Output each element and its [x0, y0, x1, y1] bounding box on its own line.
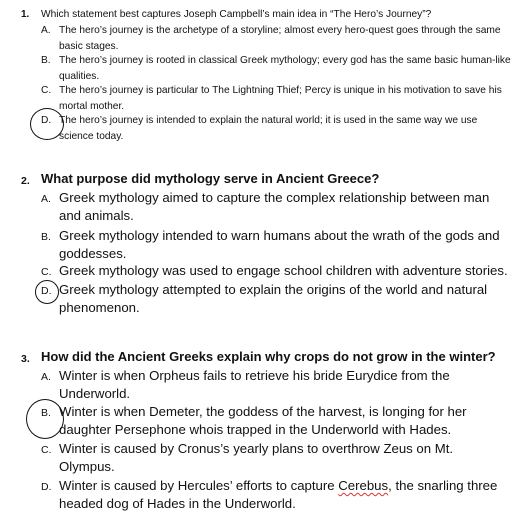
option-line-1: Winter is when Demeter, the goddess of the harvest, is longing for her [59, 404, 467, 419]
option-line-1: The hero’s journey is rooted in classical Greek mythology; every god has the same basic human-like [59, 55, 511, 66]
spellcheck-word: Cerebus [338, 478, 389, 493]
answer-circle [26, 399, 64, 439]
option-line-1: Greek mythology was used to engage school children with adventure stories. [59, 263, 508, 278]
option-letter: A. [41, 25, 51, 36]
option-line-1: Greek mythology intended to warn humans about the wrath of the gods and [59, 228, 500, 243]
option-line-2: Underworld. [59, 386, 131, 401]
option-line-1-start: Winter is caused by Hercules’ efforts to capture [59, 478, 339, 493]
option-line-2: goddesses. [59, 246, 127, 261]
option-line-1: Winter is caused by Cronus’s yearly plans to overthrow Zeus on Mt. [59, 441, 454, 456]
option-line-2: mortal mother. [59, 100, 125, 112]
option-line-2: Olympus. [59, 459, 115, 474]
option-letter: A. [41, 193, 51, 205]
option-letter: B. [41, 55, 51, 66]
option-line-1: The hero’s journey is particular to The Lightning Thief; Percy is unique in his motivation to save his [59, 85, 502, 96]
option-line-1: Greek mythology aimed to capture the complex relationship between man [59, 190, 490, 205]
question-text: How did the Ancient Greeks explain why crops do not grow in the winter? [41, 349, 496, 364]
option-line-1: The hero’s journey is intended to explain the natural world; it is used in the same way we use [59, 115, 478, 126]
question-number: 1. [21, 9, 30, 20]
option-letter: D. [41, 285, 52, 297]
option-letter: D. [41, 115, 52, 126]
option-line-2: headed dog of Hades in the Underworld. [59, 496, 296, 511]
option-line-2: and animals. [59, 208, 134, 223]
option-letter: A. [41, 371, 51, 383]
option-letter: B. [41, 407, 51, 419]
option-line-1: Winter is when Orpheus fails to retrieve his bride Eurydice from the [59, 368, 450, 383]
option-line-1: Greek mythology attempted to explain the origins of the world and natural [59, 282, 488, 297]
question-text: Which statement best captures Joseph Campbell’s main idea in “The Hero’s Journey”? [41, 9, 432, 20]
question-number: 3. [21, 353, 30, 365]
option-letter: C. [41, 266, 52, 278]
option-line-1-end: , the snarling three [388, 478, 498, 493]
option-letter: B. [41, 231, 51, 243]
option-line-1: The hero’s journey is the archetype of a storyline; almost every hero-quest goes through the same [59, 25, 501, 36]
question-number: 2. [21, 175, 30, 187]
option-line-2: qualities. [59, 70, 100, 82]
option-line-2: basic stages. [59, 40, 119, 52]
option-line-2: science today. [59, 130, 124, 142]
option-line-2: daughter Persephone whois trapped in the Underworld with Hades. [59, 422, 452, 437]
option-letter: C. [41, 444, 52, 456]
option-line-2: phenomenon. [59, 300, 140, 315]
answer-circle [35, 280, 59, 304]
question-text: What purpose did mythology serve in Ancient Greece? [41, 171, 380, 186]
option-line-1 [59, 477, 497, 495]
answer-circle [30, 108, 64, 140]
option-letter: D. [41, 481, 52, 493]
option-letter: C. [41, 85, 52, 96]
